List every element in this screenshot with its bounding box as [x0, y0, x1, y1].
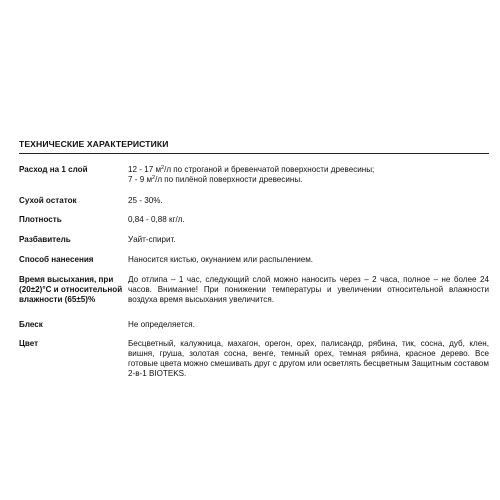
spec-label-gloss: Блеск [19, 320, 43, 329]
spec-value-density: 0,84 - 0,88 кг/л. [128, 215, 185, 224]
spec-row-gloss [19, 320, 489, 339]
spec-row-drying-time [19, 275, 489, 320]
spec-label-color: Цвет [19, 339, 39, 348]
spec-row-density [19, 215, 489, 235]
spec-label-drying-time: Время высыхания, при (20±2)°С и относительной влажности (65±5)% [19, 275, 123, 304]
section-title: ТЕХНИЧЕСКИЕ ХАРАКТЕРИСТИКИ [19, 139, 169, 149]
spec-row-dry-residue [19, 196, 489, 215]
spec-value-thinner: Уайт-спирит. [128, 235, 176, 244]
title-underline [19, 153, 489, 154]
spec-row-color [19, 339, 489, 379]
spec-value-color: Бесцветный, калужница, махагон, орегон, орех, палисандр, рябина, тик, сосна, дуб, клен, вишня, груша, золотая сосна, венге, темный орех, темная рябина, красное дерево. Все готовые цвета можно смешивать друг с другом или осветлять бесцветным Защитным составом 2-в-1 BIOTEKS. [128, 339, 489, 378]
spec-row-thinner [19, 235, 489, 255]
technical-specs-section [19, 139, 489, 160]
spec-value-dry-residue: 25 - 30%. [128, 196, 163, 205]
spec-value-drying-time: До отлипа – 1 час, следующий слой можно наносить через – 2 часа, полное – не более 24 часов. Внимание! При понижении температуры и увеличении относительной влажности воздуха время высыхания увеличится. [128, 275, 489, 304]
spec-value-application: Наносится кистью, окунанием или распылением. [128, 255, 314, 264]
spec-label-dry-residue: Сухой остаток [19, 196, 77, 205]
spec-value-gloss: Не определяется. [128, 320, 195, 329]
spec-label-consumption: Расход на 1 слой [19, 165, 88, 174]
spec-row-application [19, 255, 489, 275]
spec-row-consumption [19, 165, 489, 196]
consumption-line-2: 7 - 9 $м^2/л$ по пилёной поверхности древесины. [128, 175, 303, 184]
spec-label-application: Способ нанесения [19, 255, 94, 264]
spec-label-thinner: Разбавитель [19, 235, 71, 244]
specs-table [19, 165, 489, 379]
spec-label-density: Плотность [19, 215, 62, 224]
consumption-line-1: 12 - 17 $м^2/л$ по строганой и бревенчатой поверхности древесины; [128, 165, 375, 174]
spec-value-consumption [128, 165, 489, 185]
